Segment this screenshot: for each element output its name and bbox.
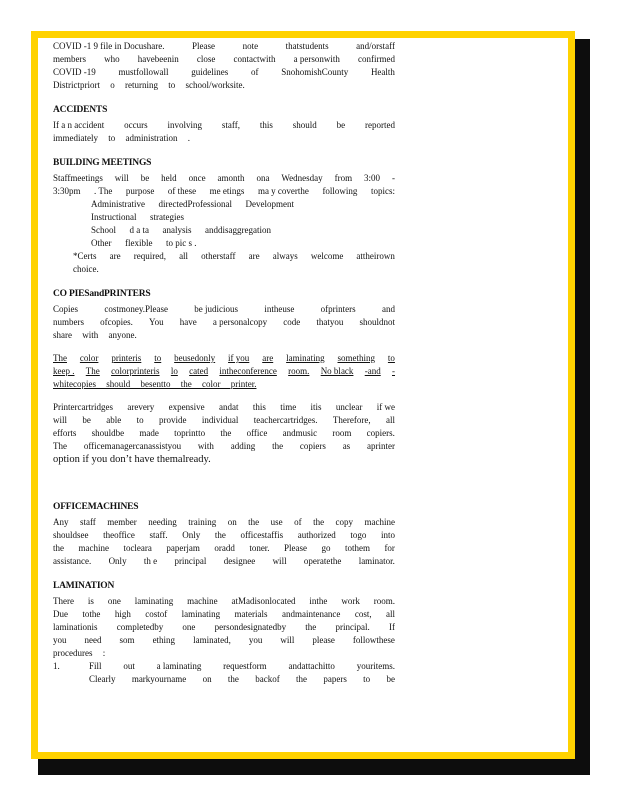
word: a personwith [293,54,340,64]
word: occurs [124,120,148,130]
word: who [104,54,120,64]
word: officestaffis [240,530,284,540]
text-line [53,119,395,132]
word: operatethe [303,556,342,566]
word: all [386,609,395,619]
word: will [280,635,295,645]
word: as [342,441,351,451]
word: for [384,543,395,553]
word: laminator. [358,556,395,566]
word: be [82,415,91,425]
word: room [332,428,352,438]
word: staff [79,517,96,527]
step-1-line-1 [89,660,395,673]
word: something [337,353,376,363]
topic-item [53,224,395,237]
word: Wednesday [281,173,323,183]
heading-office-machines: OFFICEMACHINES [53,502,139,512]
word: followthese [352,635,395,645]
word: required, [133,251,166,261]
topic-text: Administrative directedProfessional Development [91,199,294,209]
word: a personalcopy [212,317,268,327]
lamination-paragraph [53,595,395,660]
word: - [392,366,395,376]
word: is [87,596,94,606]
word: training [188,517,217,527]
word: 3:30pm [53,186,81,196]
word: if you [228,353,250,363]
word: Any [53,517,69,527]
word: andattachitto [288,661,335,671]
heading-accidents: ACCIDENTS [53,105,108,115]
word: topics: [370,186,395,196]
word: designee [223,556,256,566]
word: cost, [354,609,372,619]
word: andmaintenance [281,609,341,619]
word: lo [170,366,178,376]
word: following [322,186,358,196]
copies-paragraph [53,303,395,342]
word: with [197,441,214,451]
word: costof [145,609,168,619]
word: and/orstaff [356,41,395,51]
text-line [53,365,395,378]
word: paperjam [166,543,200,553]
word: the [214,530,226,540]
meetings-paragraph [53,172,395,198]
word: on [227,517,237,527]
word: once [188,173,206,183]
text-line [53,634,395,647]
text-line [53,352,395,365]
text-line [53,542,395,555]
word: colorprinteris [111,366,160,376]
word: tothe [82,609,101,619]
word: Fill [89,661,102,671]
text-line [53,595,395,608]
word: to [136,415,144,425]
word: arevery [127,402,155,412]
word: individual [201,415,239,425]
heading-copies-printers: CO PIESandPRINTERS [53,289,151,299]
word: laminationis [53,622,98,632]
document-content [53,40,395,686]
intro-paragraph [53,40,395,92]
word: ething [152,635,176,645]
word: the [313,517,325,527]
word: you [53,635,67,645]
heading-building-meetings: BUILDING MEETINGS [53,158,152,168]
word: markyourname [131,674,187,684]
text-line [73,250,395,263]
word: the [296,674,308,684]
word: all [385,415,395,425]
office-machines-paragraph [53,516,395,568]
word: laminated, [193,635,231,645]
word: the [305,622,317,632]
word: Clearly [89,674,116,684]
word: - [392,173,395,183]
color-printer-paragraph [53,352,395,391]
word: Health [370,67,395,77]
word: shouldsee [53,530,89,540]
word: printeris [111,353,142,363]
word: this [252,402,266,412]
word: one [107,596,121,606]
word: copiers. [366,428,395,438]
text-line: share with anyone. [53,330,137,340]
word: staff, [221,120,240,130]
text-line: whitecopies should besentto the color printer. [53,379,257,389]
word: . The [94,186,113,196]
word: welcome [310,251,344,261]
word: into [380,530,395,540]
word: able [106,415,122,425]
word: laminating [181,609,221,619]
word: backof [255,674,280,684]
word: tocleara [123,543,152,553]
topics-list [53,198,395,250]
text-line [53,185,395,198]
word: machine [187,596,218,606]
word: this [259,120,273,130]
word: officemanagercanassistyou [83,441,182,451]
topic-item [53,198,395,211]
word: Staffmeetings [53,173,103,183]
word: to [363,674,371,684]
text-line [53,516,395,529]
word: unclear [335,402,363,412]
word: copy [335,517,354,527]
word: be judicious [194,304,239,314]
word: beusedonly [174,353,216,363]
cartridges-last-line: option if you don’t have themalready. [53,454,211,465]
word: requestform [223,661,267,671]
heading-lamination: LAMINATION [53,581,115,591]
word: close [196,54,216,64]
word: use [270,517,283,527]
word: go [321,543,331,553]
word: shouldbe [91,428,125,438]
word: me etings [209,186,245,196]
word: one [182,622,196,632]
word: made [139,428,159,438]
word: room. [373,596,395,606]
topic-text: School d a ta analysis anddisaggregation [91,225,271,235]
word: numbers [53,317,84,327]
word: otherstaff [201,251,236,261]
word: The [53,441,67,451]
word: high [114,609,131,619]
word: provide [159,415,187,425]
word: materials [234,609,268,619]
text-line [53,316,395,329]
word: reported [364,120,395,130]
word: thatyou [316,317,344,327]
word: attheirown [356,251,395,261]
word: member [107,517,137,527]
step-1-line-2 [53,673,395,686]
word: costmoney.Please [104,304,168,314]
bullet-icon [73,224,91,237]
word: adding [230,441,256,451]
word: staff. [149,530,168,540]
word: should [292,120,317,130]
word: on [202,674,212,684]
word: purpose [125,186,155,196]
word: oradd [214,543,235,553]
word: intheconference [219,366,277,376]
word: expensive [168,402,205,412]
word: authorized [297,530,336,540]
word: inthe [309,596,328,606]
bullet-icon [73,198,91,211]
word: always [272,251,298,261]
word: the [248,517,260,527]
text-line: procedures : [53,648,106,658]
word: som [119,635,135,645]
text-line [53,303,395,316]
word: needing [148,517,177,527]
text-line [53,40,395,53]
word: The [53,353,67,363]
word: out [123,661,135,671]
word: Only [182,530,201,540]
word: if we [376,402,395,412]
word: If [388,622,395,632]
word: confirmed [357,54,395,64]
word: intheuse [264,304,295,314]
word: to [154,353,162,363]
word: If a n accident [53,120,105,130]
word: ma y coverthe [257,186,309,196]
topic-text: Other flexible to pic s . [91,238,197,248]
word: Due [53,609,68,619]
word: atMadisonlocated [231,596,296,606]
text-line [53,172,395,185]
word: color [79,353,99,363]
word: COVID -19 [53,67,96,77]
word: No black [320,366,354,376]
word: contactwith [233,54,276,64]
bullet-icon [73,211,91,224]
word: machine [78,543,109,553]
text-line [53,440,395,453]
text-line [53,53,395,66]
word: time [280,402,297,412]
word: Printercartridges [53,402,113,412]
word: toprintto [174,428,206,438]
topic-text: Instructional strategies [91,212,184,222]
text-line: Districtpriort o returning to school/worksite. [53,80,245,90]
word: There [53,596,74,606]
word: involving [167,120,202,130]
word: copiers [299,441,326,451]
word: office [246,428,268,438]
word: tothem [344,543,370,553]
topic-item [53,237,395,250]
word: laminating [134,596,174,606]
word: be [140,173,150,183]
word: itis [310,402,322,412]
word: be [386,674,395,684]
word: mustfollowall [118,67,169,77]
word: papers [323,674,347,684]
word: work [341,596,360,606]
accidents-paragraph [53,119,395,145]
word: guidelines [191,67,229,77]
text-line [53,608,395,621]
word: Only [108,556,127,566]
word: *Certs [73,251,97,261]
word: cated [189,366,209,376]
word: are [262,353,274,363]
word: and [381,304,395,314]
word: You [149,317,164,327]
word: of [250,67,259,77]
word: The [85,366,100,376]
word: ofcopies. [100,317,133,327]
word: SnohomishCounty [281,67,349,77]
step-number: 1. [53,661,60,671]
word: are [248,251,260,261]
word: andat [219,402,239,412]
word: to [387,353,395,363]
word: will [53,415,68,425]
word: the [272,441,284,451]
word: laminating [286,353,325,363]
word: persondesignatedby [214,622,287,632]
word: keep . [53,366,75,376]
word: Please [284,543,308,553]
word: you [248,635,263,645]
word: 3:00 [364,173,381,183]
word: room. [288,366,310,376]
text-line [53,401,395,414]
text-line: choice. [73,264,99,274]
text-line [53,427,395,440]
word: theoffice [103,530,135,540]
word: need [84,635,102,645]
word: Please [192,41,216,51]
word: members [53,54,86,64]
word: a laminating [156,661,202,671]
word: from [334,173,353,183]
word: completedby [116,622,164,632]
word: toner. [249,543,270,553]
text-line [53,66,395,79]
word: will [114,173,129,183]
word: are [109,251,121,261]
word: principal. [335,622,370,632]
word: please [312,635,335,645]
text-line: immediately to administration . [53,133,190,143]
word: of [294,517,302,527]
text-line [53,555,395,568]
text-line [53,621,395,634]
word: code [283,317,301,327]
word: teachercartridges. [253,415,318,425]
word: the [227,674,239,684]
word: the [53,543,64,553]
word: th e [143,556,158,566]
word: andmusic [282,428,318,438]
word: youritems. [356,661,395,671]
word: ofprinters [320,304,356,314]
word: ona [256,173,270,183]
certs-note [53,250,395,276]
word: togo [350,530,367,540]
word: machine [364,517,395,527]
word: efforts [53,428,77,438]
word: be [336,120,346,130]
word: of these [167,186,197,196]
word: assistance. [53,556,92,566]
word: shouldnot [359,317,395,327]
word: havebeenin [137,54,179,64]
topic-item [53,211,395,224]
word: the [220,428,232,438]
bullet-icon [73,237,91,250]
text-line [53,529,395,542]
word: Copies [53,304,79,314]
word: aprinter [367,441,395,451]
word: amonth [217,173,245,183]
word: will [272,556,287,566]
word: thatstudents [285,41,329,51]
text-line [53,414,395,427]
step-1 [53,660,395,673]
word: held [161,173,177,183]
word: note [242,41,259,51]
word: have [179,317,197,327]
word: COVID -1 9 file in Docushare. [53,41,165,51]
word: all [179,251,189,261]
word: Therefore, [332,415,371,425]
cartridges-paragraph [53,401,395,453]
word: principal [174,556,207,566]
word: -and [364,366,381,376]
